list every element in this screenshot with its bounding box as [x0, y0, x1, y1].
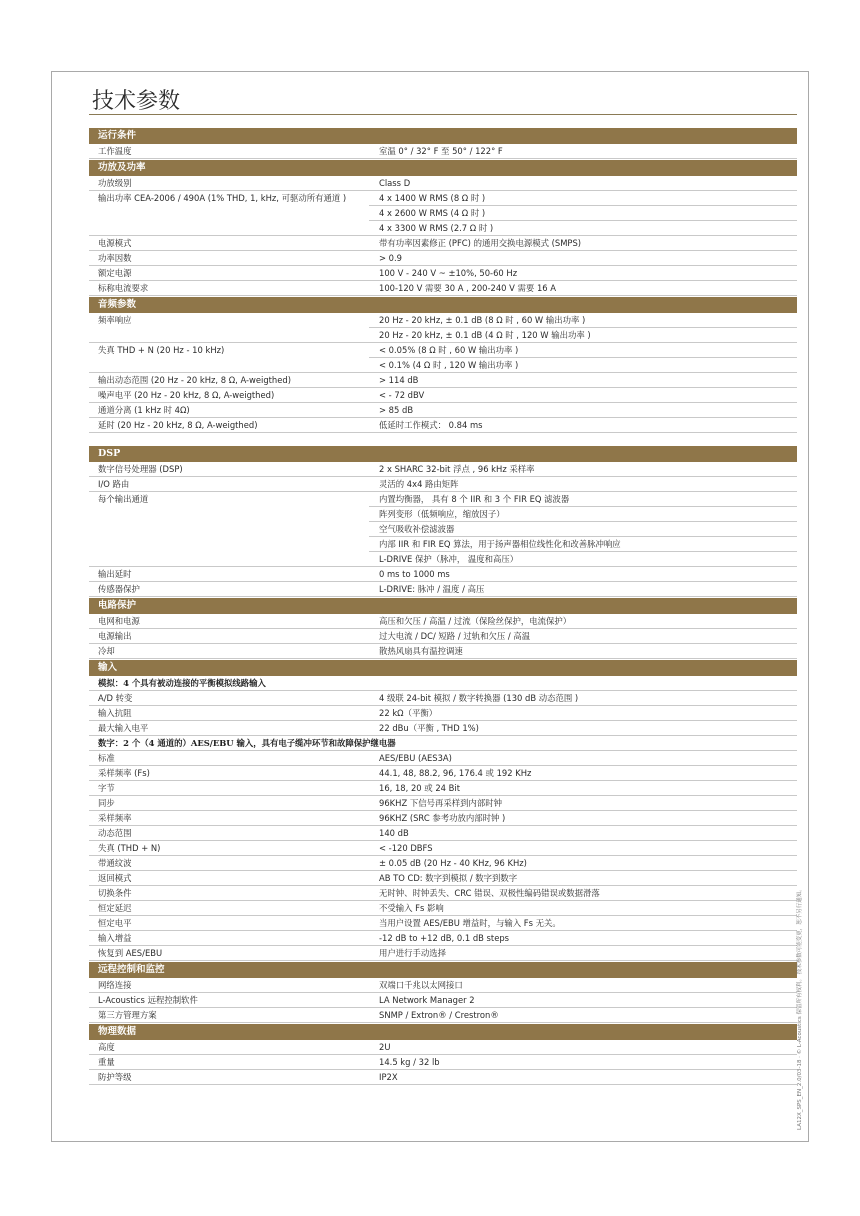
spec-key: 功率因数 [98, 253, 132, 263]
spec-value: 0 ms to 1000 ms [379, 569, 450, 579]
spec-row [89, 721, 797, 736]
spec-value: 4 x 1400 W RMS (8 Ω 时 ) [369, 191, 797, 206]
spec-row [89, 1055, 797, 1070]
side-footnote: LA12X_SPS_EN_2.0/03-18 · © L-Acoustics 保留所有权利。 技术参数可能变更，恕不另行通知。 [797, 886, 803, 1130]
section-header-physical: 物理数据 [89, 1024, 797, 1040]
spec-key: 重量 [98, 1057, 115, 1067]
spec-row [89, 886, 797, 901]
section-header-operating: 运行条件 [89, 128, 797, 144]
spec-row [89, 403, 797, 418]
spec-key: 切换条件 [98, 888, 132, 898]
spec-key: 功放级别 [98, 178, 132, 188]
spec-key: 每个输出通道 [98, 494, 149, 504]
spec-row [89, 841, 797, 856]
spec-row [89, 629, 797, 644]
spec-row [89, 978, 797, 993]
spec-value: LA Network Manager 2 [379, 995, 475, 1005]
spec-key: 延时 (20 Hz - 20 kHz, 8 Ω, A-weigthed) [98, 420, 258, 430]
spec-value: 2U [379, 1042, 391, 1052]
spec-row [89, 266, 797, 281]
spec-row [89, 462, 797, 477]
spec-key: 采样频率 [98, 813, 132, 823]
spec-row [89, 614, 797, 629]
spec-key: 失真 THD + N (20 Hz - 10 kHz) [98, 345, 225, 355]
spec-key: 高度 [98, 1042, 115, 1052]
spec-row [89, 811, 797, 826]
spec-value: IP2X [379, 1072, 398, 1082]
spec-key: I/O 路由 [98, 479, 130, 489]
spec-key: 数字信号处理器 (DSP) [98, 464, 183, 474]
spec-key: 恢复到 AES/EBU [98, 948, 163, 958]
spec-key: 带通纹波 [98, 858, 132, 868]
spec-value: Class D [379, 178, 411, 188]
spec-row [89, 871, 797, 886]
spec-row [89, 492, 797, 567]
spec-row [89, 993, 797, 1008]
spec-key: 传感器保护 [98, 584, 140, 594]
spec-key: 输入抗阻 [98, 708, 132, 718]
spec-value: > 114 dB [379, 375, 419, 385]
spec-key: 字节 [98, 783, 115, 793]
spec-key: 噪声电平 (20 Hz - 20 kHz, 8 Ω, A-weigthed) [98, 390, 275, 400]
spec-value: 空气吸收补偿滤波器 [369, 522, 797, 537]
spec-value: 4 级联 24-bit 模拟 / 数字转换器 (130 dB 动态范围 ) [379, 693, 579, 703]
spec-key: 最大输入电平 [98, 723, 149, 733]
spec-row [89, 931, 797, 946]
spec-value: > 85 dB [379, 405, 414, 415]
spec-row [89, 796, 797, 811]
section-header-remote: 远程控制和监控 [89, 962, 797, 978]
spec-value: 室温 0° / 32° F 至 50° / 122° F [379, 146, 503, 156]
spec-value: 当用户设置 AES/EBU 增益时，与输入 Fs 无关。 [379, 918, 561, 928]
spec-key: 冷却 [98, 646, 115, 656]
spec-row [89, 706, 797, 721]
spec-row [89, 826, 797, 841]
spec-key: 网络连接 [98, 980, 132, 990]
spec-value: 22 dBu（平衡 , THD 1%) [379, 723, 479, 733]
section-gap [89, 433, 797, 445]
spec-key: L-Acoustics 远程控制软件 [98, 995, 198, 1005]
spec-key: 失真 (THD + N) [98, 843, 161, 853]
spec-value: 内部 IIR 和 FIR EQ 算法，用于扬声器相位线性化和改善脉冲响应 [369, 537, 797, 552]
spec-value: < -120 DBFS [379, 843, 433, 853]
spec-value: AES/EBU (AES3A) [379, 753, 452, 763]
spec-value: 20 Hz - 20 kHz, ± 0.1 dB (8 Ω 时 , 60 W 输出功率 ) [369, 313, 797, 328]
spec-value: 140 dB [379, 828, 409, 838]
spec-value: 96KHZ (SRC 参考功放内部时钟 ) [379, 813, 506, 823]
spec-row [89, 191, 797, 236]
section-header-protection: 电路保护 [89, 598, 797, 614]
spec-table [89, 127, 797, 1085]
spec-key: 返回模式 [98, 873, 132, 883]
spec-value: 96KHZ 下信号再采样到内部时钟 [379, 798, 502, 808]
spec-value: 内置均衡器， 具有 8 个 IIR 和 3 个 FIR EQ 滤波器 [369, 492, 797, 507]
spec-value: L-DRIVE: 脉冲 / 温度 / 高压 [379, 584, 485, 594]
spec-row [89, 691, 797, 706]
page-title: 技术参数 [92, 89, 181, 114]
spec-row [89, 388, 797, 403]
spec-value: 用户进行手动选择 [379, 948, 446, 958]
spec-row [89, 1040, 797, 1055]
spec-key: 第三方管理方案 [98, 1010, 157, 1020]
spec-row [89, 1008, 797, 1023]
spec-value: < 0.1% (4 Ω 时 , 120 W 输出功率 ) [379, 360, 519, 370]
spec-value: 2 x SHARC 32-bit 浮点 , 96 kHz 采样率 [379, 464, 535, 474]
spec-value: 14.5 kg / 32 lb [379, 1057, 440, 1067]
spec-value: 4 x 2600 W RMS (4 Ω 时 ) [369, 206, 797, 221]
spec-key: 输入增益 [98, 933, 132, 943]
spec-row [89, 856, 797, 871]
spec-key: 恒定延迟 [98, 903, 132, 913]
spec-row [89, 236, 797, 251]
subheader-analog: 模拟：4 个具有被动连接的平衡模拟线路输入 [89, 676, 797, 691]
spec-key: 恒定电平 [98, 918, 132, 928]
spec-row [89, 901, 797, 916]
title-divider [89, 114, 797, 115]
spec-key: 同步 [98, 798, 115, 808]
spec-key: 通道分离 (1 kHz 时 4Ω) [98, 405, 190, 415]
spec-value-list [369, 492, 797, 566]
spec-row [89, 766, 797, 781]
spec-value: 100-120 V 需要 30 A , 200-240 V 需要 16 A [379, 283, 556, 293]
spec-row [89, 477, 797, 492]
spec-key: 工作温度 [98, 146, 132, 156]
spec-key: 防护等级 [98, 1072, 132, 1082]
spec-value: 44.1, 48, 88.2, 96, 176.4 或 192 KHz [379, 768, 532, 778]
spec-key: 采样频率 (Fs) [98, 768, 150, 778]
spec-row [89, 176, 797, 191]
spec-key: 标准 [98, 753, 115, 763]
spec-row [89, 582, 797, 597]
section-header-audio: 音频参数 [89, 297, 797, 313]
spec-value: < - 72 dBV [379, 390, 425, 400]
spec-row [89, 644, 797, 659]
spec-value-list [369, 313, 797, 342]
spec-value: 100 V - 240 V ~ ±10%, 50-60 Hz [379, 268, 518, 278]
spec-value-list [369, 343, 797, 372]
spec-row [89, 1070, 797, 1085]
spec-value: -12 dB to +12 dB, 0.1 dB steps [379, 933, 510, 943]
spec-value: ± 0.05 dB (20 Hz - 40 KHz, 96 KHz) [379, 858, 527, 868]
spec-row [89, 144, 797, 159]
spec-value: 不受输入 Fs 影响 [379, 903, 444, 913]
section-header-amp: 功放及功率 [89, 160, 797, 176]
section-header-dsp: DSP [89, 446, 797, 462]
spec-key: 输出功率 CEA-2006 / 490A (1% THD, 1, kHz, 可驱动所有通道 ) [98, 193, 347, 203]
spec-key: 额定电源 [98, 268, 132, 278]
spec-value: < 0.05% (8 Ω 时 , 60 W 输出功率 ) [369, 343, 797, 358]
spec-row [89, 946, 797, 961]
spec-value: > 0.9 [379, 253, 402, 263]
spec-value: 双端口千兆以太网接口 [379, 980, 463, 990]
spec-row [89, 373, 797, 388]
spec-row [89, 916, 797, 931]
section-header-input: 输入 [89, 660, 797, 676]
spec-key: 动态范围 [98, 828, 132, 838]
spec-key: 输出动态范围 (20 Hz - 20 kHz, 8 Ω, A-weigthed) [98, 375, 291, 385]
spec-key: A/D 转变 [98, 693, 133, 703]
spec-value: AB TO CD: 数字到模拟 / 数字到数字 [379, 873, 518, 883]
spec-key: 频率响应 [98, 315, 132, 325]
spec-value: 无时钟、时钟丢失、CRC 错误、双极性编码错误或数据滑落 [379, 888, 600, 898]
spec-value: 高压和欠压 / 高温 / 过流（保险丝保护，电流保护） [379, 616, 572, 626]
spec-key: 电源模式 [98, 238, 132, 248]
spec-row [89, 343, 797, 373]
spec-row [89, 251, 797, 266]
spec-row [89, 418, 797, 433]
spec-value: 过大电流 / DC/ 短路 / 过轨和欠压 / 高温 [379, 631, 531, 641]
spec-value: 4 x 3300 W RMS (2.7 Ω 时 ) [379, 223, 494, 233]
spec-key: 电网和电源 [98, 616, 140, 626]
spec-value: 16, 18, 20 或 24 Bit [379, 783, 460, 793]
spec-row [89, 281, 797, 296]
spec-value: 低延时工作模式： 0.84 ms [379, 420, 483, 430]
spec-value: 22 kΩ（平衡） [379, 708, 438, 718]
spec-row [89, 567, 797, 582]
spec-key: 标称电流要求 [98, 283, 149, 293]
spec-key: 输出延时 [98, 569, 132, 579]
spec-value: 散热风扇具有温控调速 [379, 646, 463, 656]
spec-row [89, 781, 797, 796]
spec-value: 阵列变形（低频响应，缩放因子） [369, 507, 797, 522]
spec-value: SNMP / Extron® / Crestron® [379, 1010, 499, 1020]
subheader-digital: 数字：2 个（4 通道的）AES/EBU 输入，具有电子缆冲环节和故障保护继电器 [89, 736, 797, 751]
spec-row [89, 751, 797, 766]
spec-value: 带有功率因素修正 (PFC) 的通用交换电源模式 (SMPS) [379, 238, 582, 248]
spec-key: 电源输出 [98, 631, 132, 641]
spec-value: 20 Hz - 20 kHz, ± 0.1 dB (4 Ω 时 , 120 W 输出功率 ) [379, 330, 591, 340]
spec-value: 灵活的 4x4 路由矩阵 [379, 479, 459, 489]
spec-value: L-DRIVE 保护（脉冲， 温度和高压） [379, 554, 519, 564]
spec-value-list [369, 191, 797, 235]
spec-row [89, 313, 797, 343]
